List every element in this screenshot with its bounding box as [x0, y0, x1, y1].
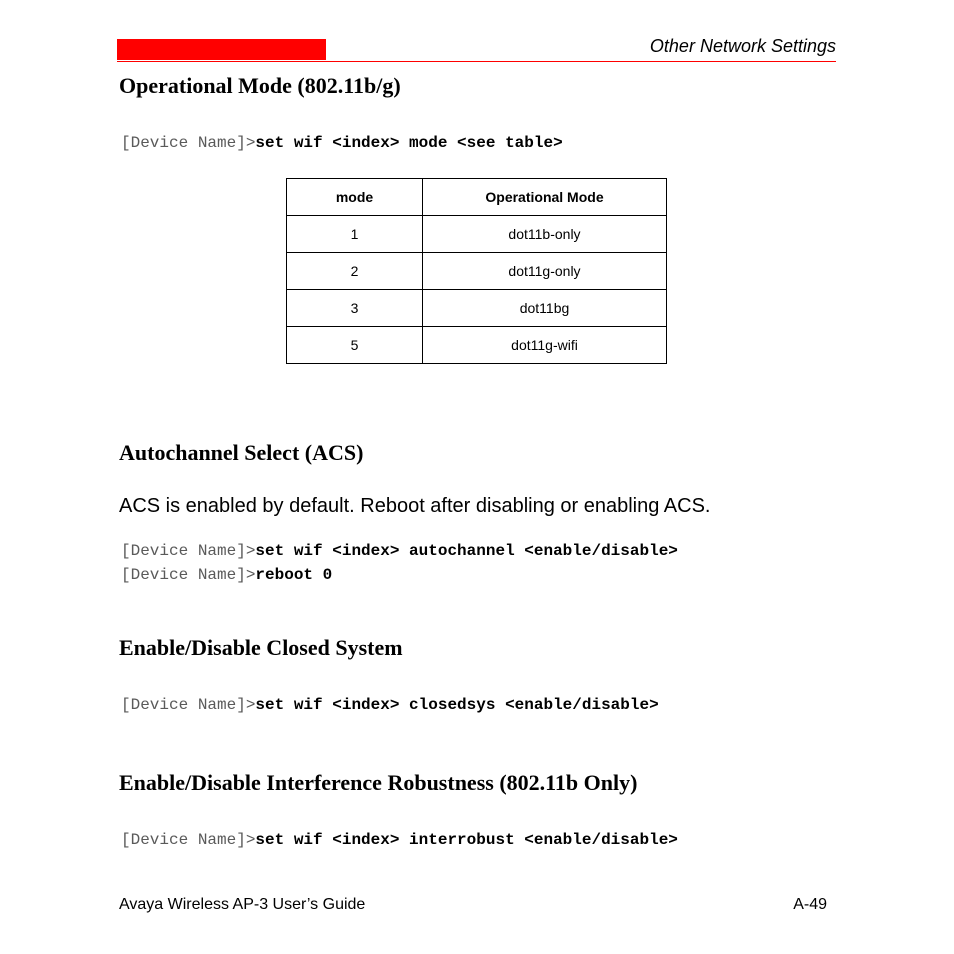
mode-table — [286, 178, 667, 364]
command-prompt: [Device Name]> — [121, 696, 256, 714]
header-rule — [117, 61, 836, 62]
command-line-autochannel — [121, 539, 678, 563]
table-cell-mode: 1 — [287, 216, 423, 253]
command-text: set wif <index> closedsys <enable/disable> — [255, 696, 659, 714]
table-cell-operational-mode: dot11b-only — [423, 216, 667, 253]
section-heading-closed-system: Enable/Disable Closed System — [119, 635, 403, 660]
table-row — [287, 290, 667, 327]
table-header-row — [287, 179, 667, 216]
table-cell-operational-mode: dot11bg — [423, 290, 667, 327]
table-header-operational-mode: Operational Mode — [423, 179, 667, 216]
command-text: set wif <index> autochannel <enable/disable> — [255, 542, 678, 560]
section-heading-interference-robustness: Enable/Disable Interference Robustness (802.11b Only) — [119, 770, 638, 795]
table-cell-operational-mode: dot11g-only — [423, 253, 667, 290]
footer-page-number: A-49 — [793, 896, 827, 913]
section-heading-operational-mode: Operational Mode (802.11b/g) — [119, 73, 401, 98]
section-heading-autochannel: Autochannel Select (ACS) — [119, 440, 364, 465]
command-line-closedsys — [121, 693, 659, 717]
command-line-interrobust — [121, 828, 678, 852]
table-row — [287, 216, 667, 253]
command-text: set wif <index> interrobust <enable/disable> — [255, 831, 678, 849]
table-cell-mode: 5 — [287, 327, 423, 364]
command-prompt: [Device Name]> — [121, 134, 256, 152]
table-row — [287, 327, 667, 364]
body-paragraph-acs: ACS is enabled by default. Reboot after disabling or enabling ACS. — [119, 495, 711, 517]
header-title: Other Network Settings — [649, 36, 836, 56]
table-header-mode: mode — [287, 179, 423, 216]
command-prompt: [Device Name]> — [121, 831, 256, 849]
table-cell-mode: 3 — [287, 290, 423, 327]
footer-guide-title: Avaya Wireless AP-3 User’s Guide — [119, 896, 366, 913]
table-cell-operational-mode: dot11g-wifi — [423, 327, 667, 364]
command-prompt: [Device Name]> — [121, 542, 256, 560]
table-row — [287, 253, 667, 290]
command-line-mode — [121, 131, 563, 155]
command-prompt: [Device Name]> — [121, 566, 256, 584]
header-red-bar — [117, 39, 326, 60]
command-text: reboot 0 — [255, 566, 333, 584]
command-text: set wif <index> mode <see table> — [255, 134, 563, 152]
command-line-reboot — [121, 563, 332, 587]
table-cell-mode: 2 — [287, 253, 423, 290]
